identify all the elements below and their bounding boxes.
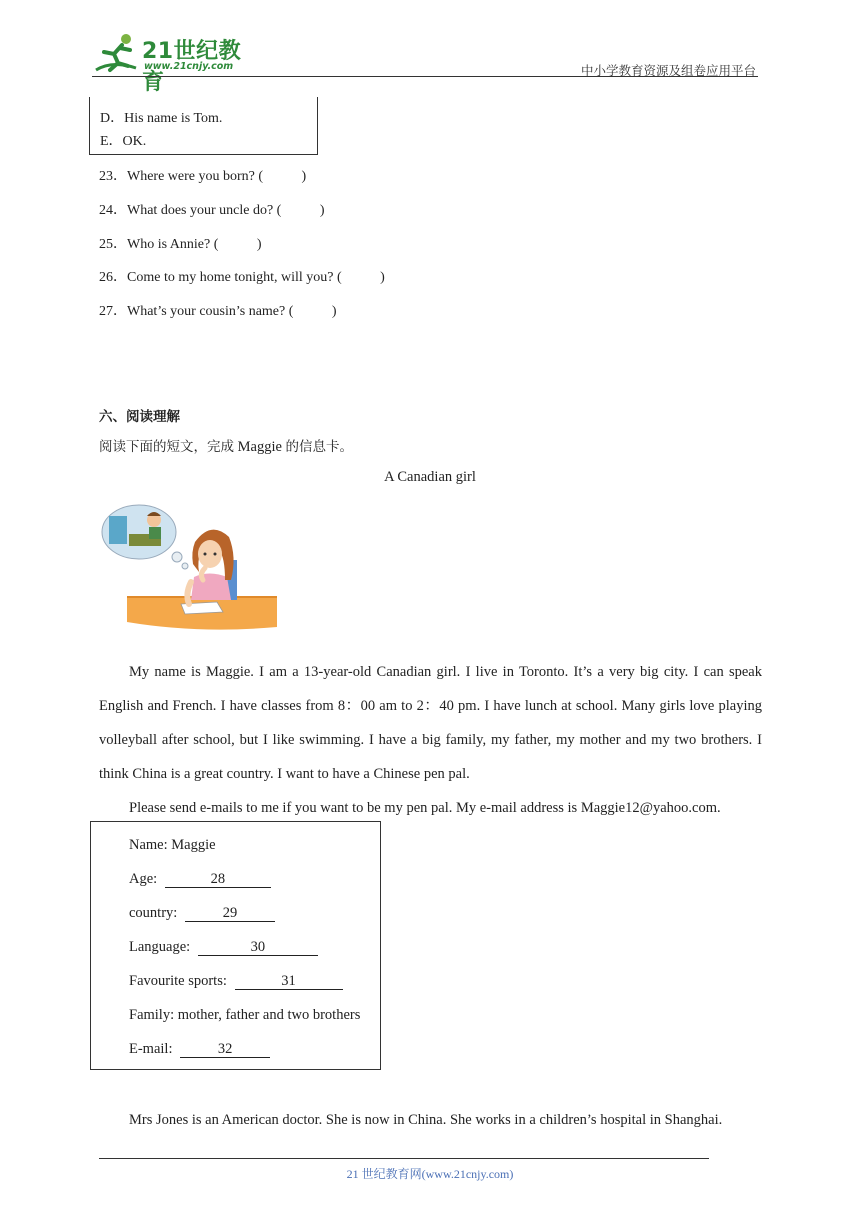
question-23: 23．Where were you born? ( ) bbox=[99, 169, 307, 184]
passage-paragraph-1: My name is Maggie. I am a 13-year-old Canadian girl. I live in Toronto. It’s a very big city. I can speak English and French. I have classes from 8：00 am to 2：40 pm. I have lunch at school. Many girls love playing volleyball after school, but I like swimming. I have a big family, my father, my mother and my two brothers. I think China is a great country. I want to have a Chinese pen pal. bbox=[99, 664, 762, 782]
blank-30[interactable]: 30 bbox=[198, 940, 318, 956]
card-name: Name: Maggie bbox=[129, 837, 216, 853]
card-email-label: E-mail: bbox=[129, 1041, 173, 1057]
blank-29[interactable]: 29 bbox=[185, 906, 275, 922]
section-instruction bbox=[99, 435, 353, 456]
card-language-label: Language: bbox=[129, 939, 191, 955]
question-27: 27．What’s your cousin’s name? ( ) bbox=[99, 304, 337, 319]
card-family: Family: mother, father and two brothers bbox=[129, 1007, 361, 1023]
next-passage-paragraph: Mrs Jones is an American doctor. She is now in China. She works in a children’s hospital in Shanghai. bbox=[129, 1112, 723, 1128]
footer-link[interactable]: 21 世纪教育网(www.21cnjy.com) bbox=[346, 1167, 514, 1181]
logo-url: www.21cnjy.com bbox=[144, 61, 234, 72]
card-sports bbox=[129, 973, 343, 990]
site-logo bbox=[92, 30, 262, 95]
option-d: D．His name is Tom. bbox=[100, 111, 223, 126]
runner-logo-icon bbox=[92, 30, 142, 76]
info-card bbox=[90, 821, 381, 1070]
instruction-post: 的信息卡。 bbox=[285, 439, 354, 455]
options-box bbox=[89, 97, 318, 155]
blank-28[interactable]: 28 bbox=[165, 872, 271, 888]
question-25: 25．Who is Annie? ( ) bbox=[99, 237, 262, 252]
reading-passage bbox=[99, 655, 762, 825]
card-age-label: Age: bbox=[129, 871, 158, 887]
question-24: 24．What does your uncle do? ( ) bbox=[99, 203, 325, 218]
card-sports-label: Favourite sports: bbox=[129, 973, 227, 989]
passage-title: A Canadian girl bbox=[384, 469, 476, 485]
footer-divider bbox=[99, 1158, 709, 1159]
instruction-pre: 阅读下面的短文，完成 bbox=[99, 439, 234, 455]
passage-paragraph-2: Please send e-mails to me if you want to be my pen pal. My e-mail address is Maggie12@yahoo.com. bbox=[129, 800, 721, 816]
card-country bbox=[129, 905, 275, 922]
card-age bbox=[129, 871, 271, 888]
card-email bbox=[129, 1041, 270, 1058]
blank-32[interactable]: 32 bbox=[180, 1042, 270, 1058]
card-country-label: country: bbox=[129, 905, 178, 921]
option-e: E．OK. bbox=[100, 134, 147, 149]
question-26: 26．Come to my home tonight, will you? ( ) bbox=[99, 270, 385, 285]
section-title: 六、阅读理解 bbox=[99, 409, 180, 425]
card-language bbox=[129, 939, 318, 956]
girl-writing-illustration bbox=[99, 502, 279, 634]
header-platform-name: 中小学教育资源及组卷应用平台 bbox=[580, 63, 756, 78]
header-divider bbox=[92, 76, 758, 77]
instruction-name: Maggie bbox=[234, 439, 286, 455]
blank-31[interactable]: 31 bbox=[235, 974, 343, 990]
logo-text: 21世纪教育 bbox=[142, 39, 242, 95]
